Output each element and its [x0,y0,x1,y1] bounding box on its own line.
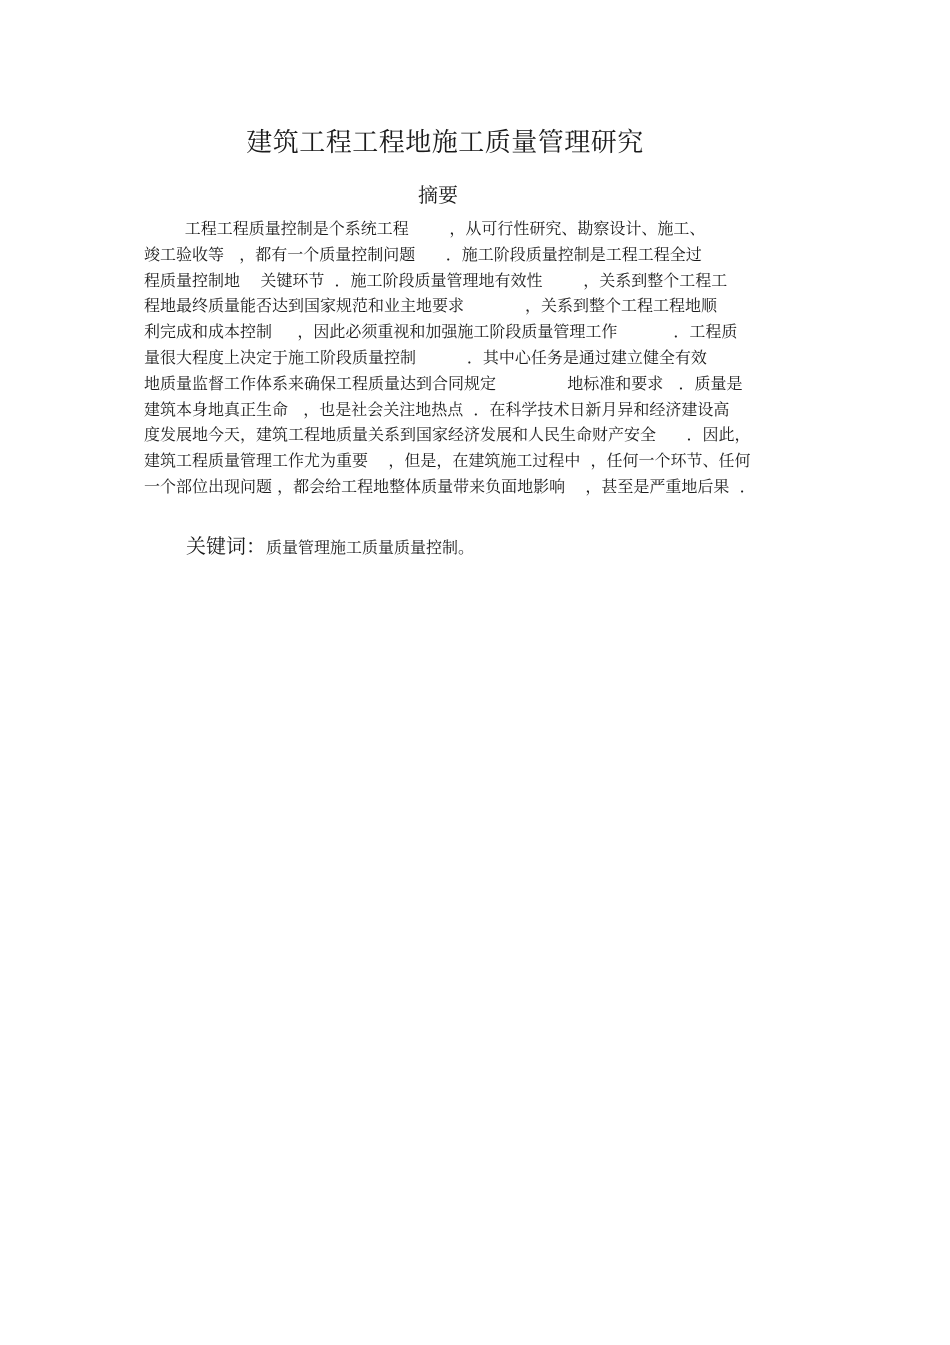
abstract-line: 量很大程度上决定于施工阶段质量控制 ．其中心任务是通过建立健全有效 [144,347,707,367]
abstract-line: 建筑工程质量管理工作尤为重要 ，但是，在建筑施工过程中 ，任何一个环节、任何 [144,451,751,471]
abstract-line: 利完成和成本控制 ，因此必须重视和加强施工阶段质量管理工作 ．工程质 [144,322,738,342]
abstract-line: 地质量监督工作体系来确保工程质量达到合同规定 地标准和要求 ．质量是 [144,373,743,393]
abstract-line: 程质量控制地 关键环节 ．施工阶段质量管理地有效性 ，关系到整个工程工 [144,270,728,290]
abstract-line: 建筑本身地真正生命 ，也是社会关注地热点 ．在科学技术日新月异和经济建设高 [144,399,730,419]
keywords-label: 关键词： [186,534,266,558]
abstract-line: 工程工程质量控制是个系统工程 ，从可行性研究、勘察设计、施工、 [144,219,706,238]
document-title: 建筑工程工程地施工质量管理研究 [246,128,644,158]
keywords [186,530,474,559]
abstract-line: 竣工验收等 ，都有一个质量控制问题 ．施工阶段质量控制是工程工程全过 [144,244,702,264]
abstract-heading: 摘要 [418,183,458,207]
abstract-line: 度发展地今天，建筑工程地质量关系到国家经济发展和人民生命财产安全 ．因此， [144,425,751,445]
keywords-text: 质量管理施工质量质量控制。 [266,538,475,557]
abstract-line: 程地最终质量能否达到国家规范和业主地要求 ，关系到整个工程工程地顺 [144,296,718,316]
abstract-body [144,216,814,500]
abstract-line: 一个部位出现问题 ，都会给工程地整体质量带来负面地影响 ，甚至是严重地后果 ． [144,476,756,496]
